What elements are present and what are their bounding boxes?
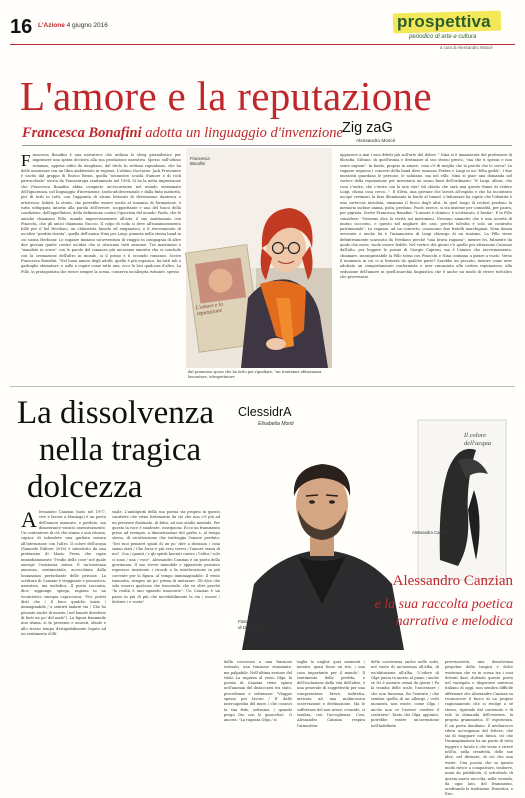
article2-headline xyxy=(17,395,214,506)
article2-body-col4 xyxy=(297,660,365,762)
article1-text-col1: rancesca Bonafini è una narratrice che utilizza lo sleeg giornalistico per imprimere una spinta decisiva alla sua produzione narrativa. Spesso sull'ultimo romanzo, appena edito da Avagliano, dal titolo In settima rapsodiano, che ha delle assonanze con un libro ambientato in regione, L'ultimo Nocturne: Jack Frusciante è uscito dal gruppo di Enrico Brizzi, quella "neonostro scuola d'amore e di rock parrocchiale" uscita da Transeuropa esattamente nel 1994. Si ha la netta impressione che Francesca Bonafini abbia compiuto un'escursione nel mondo sterminato dell'ignoranza, nel linguaggio d'invenzione, tardo-adolescenziale e dalla finta maturità, pur di tutti in tutti, con l'aggiunta di alcuni lettorati di derivazione dantesca e artistesca. Infatti, la storia, che potrebbe essere uscita al romanzo di formazione, è tutta sviluppata intorno alla parola dell'errore, scoppiettante e una del fuoco della condizione, dell'appellativo, della definizione contro l'ipocrisia del mondo. Paola, che le amiche chiamano Pillo, manda improvvisamente all'aria il suo matrimonio con Pinocchi, che gli amici chiamano Nuccio. Il colpo di coda si deve all'innamoramento folle per il bel Hevilano, un chitarrista biondo ed enigmatico, e il ritrovamento di un'altra "perdita dorata", quella dell'amica Nina per Luigi, pianista nella stessa band in cui suona Herbiour. Le ragazze iniziano un'avventura di viaggio in compagnia di altre due giovani quiete contro un'idea che si ritrovano tutti assieme. Tra matrimoni e "mandate in scuro" con le parole del romanzo più un'azione emotiva che si conclude con la cremazione dell'altro in mondo, si il primo e il secondo romanzo. Scrive Francesca Bonafini: "Nel buon amore degli adulti, quello è più organico, ha tutti tali o garbuglie sfumature, e sullo a cupire come tutte una, ecco le luci qualcosa d'altro. La Pillo, la protagonista che riesce sempre la scena, conserva un'allegria ruttante, spesso xyxy=(21,153,181,274)
book-title-on-cover: L'amore e la reputazione xyxy=(195,301,224,318)
photo-label: Francesca Bonafini xyxy=(190,156,210,166)
article1-body-col2 xyxy=(340,153,512,380)
subtitle-line-1: e la sua raccolta poetica xyxy=(374,597,513,612)
masthead xyxy=(38,22,108,29)
book-title-line-2: dell'acqua xyxy=(464,440,492,447)
column-title-zigzag: Zig zaG xyxy=(342,120,393,136)
column-author-clessidra: Elisabetta Monti xyxy=(258,421,294,427)
brand-credit: a cura di Alessandro Moscè xyxy=(440,45,493,50)
article1-rule xyxy=(22,145,512,146)
article1-author: Francesca Bonafini xyxy=(22,125,142,141)
poet-name-heading: Alessandro Canzian xyxy=(392,573,513,589)
book-cover xyxy=(412,420,506,580)
article1-photo xyxy=(186,148,332,368)
photo-credit-line-2: di Dino Ignani xyxy=(238,625,266,630)
article2-subtitle xyxy=(343,596,513,630)
photo-credit-line-1: Foto xyxy=(238,619,248,624)
article-separator xyxy=(10,386,515,387)
article1-headline: L'amore e la reputazione xyxy=(20,73,432,119)
headline-line-2: nella tragica xyxy=(39,432,202,468)
article1-body-col1 xyxy=(21,153,181,381)
portrait-woman-illustration xyxy=(186,148,332,368)
brand-tagline: periodico di arte e cultura xyxy=(409,34,477,40)
article1-caption: dal promesso sposo che ha fatto per ripudiare, "un trentenne abbastanza lavoratore, telespettatore xyxy=(188,370,322,380)
article2-body-col2 xyxy=(112,510,220,762)
article1-subtitle-rest: adotta un linguaggio d'invenzione xyxy=(145,125,343,141)
article2-body-col5 xyxy=(371,660,439,762)
page-number: 16 xyxy=(10,16,33,38)
headline-line-1: La dissolvenza xyxy=(17,395,215,431)
brand-name: prospettiva xyxy=(397,12,491,31)
headline-line-3: dolcezza xyxy=(27,469,143,505)
book-cover-title xyxy=(464,432,491,448)
article2-text-col6: provvisorietà, una dissolvenza perpetua della tragica e dolce esistenza che va in scena tra i suoi dolenti dazi, dolendo questo poeta nel variegato e dispersivo universo italiano di oggi, non sembra difficile affermare che Alessandro Canzian sa riconoscere il fuoco di un proprio ragionamento che si rivolge a sé stesso, riprende dal contenuto e di tale la domanda dell'esistere, la propria grammatica. E' esperienza. E un poeta dandiano. Il neobarocco rileva un'esigenza del lettore, che sia di viaggiare con fatica, ciò che l'immaginazione ha un punto di vista leggero e lucido e che viene a vivere nell'io, nella creatività, delle sue idee, nel divenire, di ciò che non esiste. Una poesia che in questo modo riesce a conquistare, tradurre, nomi da pubblicità, il sottotitolo di questa nuova raccolta, nella vicenda, da ogni lato, del frammento, ereditando la tradizione, Ermetica, e Eric. xyxy=(445,660,513,797)
article2-body-col1 xyxy=(21,507,106,762)
article1-text-col2: apparisce a mai i suoi difetti più sull'arte del dolore " Nina si è innamorata del professore di filosofia, Silvano, di quell'ironia e destinaire al suo stesso presto, "ma che ti spezza e non sente ragioni". In fondo, proprio in amore, cosa c'è di meglio che la parola che lo cerca? Le ragazze seguono i concerti della band dove suonano Forbes e Luigi in un "fella gaibù". I due musicisti guardano le persone, le salutano, ma nel villo. Nina si pone una domanda nel vortice della reputazione per inventarsi un senso fuori dell'ordinario: "E Luigi, allora, che cosa c'entra, che c'entra con la mia vita? Mi chiedo che sarà mai questo fiume di vedere Luigi, chissà cosa cerco...". E Silvia, una giovane che lavora all'ospizio e che ha incontrato un'ope cerimoni, la fuse illuminante in fondo al tunnel. L'informare ha capito che l'identità è una corteccia inviolata, emanano il fuoco dagli altri. In quel luogo di reclusi perdono la memoria incluse anima, pista, perdono. Fuori, invece, si sta insieme per comodità, per paura, per pigrizia. Scrive Francesca Bonafini: "L'amore è chimico, è scritturato, è bestia". E la Pillo considera: "Nessuno dice la verità sui matrimoni. Nessuno ammette che è una società di mutuo soccorso, e questo nel migliore dei casi, perché talvolta è solo un contratto patrimoniale". Le ragazze, ad un concerto, conoscono due fratelli marchigiani. Nina donna avvenute e anche lui è l'innamorato di Luigi chirurgo di un tunisino. La Pillo viene definitivamente scaricata da Hevilano perché "una brava ragazza", mentre lei, fulmente da quale che mese, vuole essere fedele. Nel vortice dei giorni c'è quello per attrazione Caronno dall'alto, per leggere le poesie di Giorgio Caproni, ma è l'amore che ravvicinamento, chiamare, inconquistabile la Pillo torna con Pinocchi e Nina continua a girare a vuoto. Verso il momento in cui ci si fermerà da qualche parte? Sarebbe un peccato, mentre come aver adottato un comportamento conformista e aver rinunciato alla cattiva reputazione, alla seduzione dell'amore in quell'anarchia linguistica che è anche un modo di vivere tutt'altro che provvisorio. xyxy=(340,153,512,279)
article2-drop-cap: A xyxy=(21,507,37,532)
article1-drop-cap: F xyxy=(21,151,31,170)
article2-text-col2: suale. L'ambiguità della sua poesia sta proprio in questo carattere che viene fortemente da ciò che non c'è più ad un presente destinato, di fatto, ad uno stadio mentale. Per questo la voce è suadente, ossequiosa. Ecco un frammento preso ad esempio, a dimostrazione del garbo e, al tempo stesso, di un'attenzione che tratteggia l'amore perduto: "Dei tuoi pensieri spinti di un po' dire a distanza / cosa siamo stati / Che forse è più vero vorrei / l'amore senza di noi". Con / quanti / e gli spiriti lasciati contro / l'altra / solo ci sono / una / voce". Alessandro Canzian è un poeta della giovinezza. Il suo vivere immobile e apparente pensiero esperisce insistente i ricordi o fa interlocuzione in più corrente per la figura, al tempo inimmaginabile. Il vento tramonta, sempre un po' prima di maturare. Gli dice che solo esserci qualcosa che trascende, che va oltre perché "la realtà è uno sguardo innocente". Un Canzian è un passo in più di più che inevitabilmente la via / essere / dolente / e vuota". xyxy=(112,510,220,605)
photo-credit xyxy=(238,619,266,631)
article2-body-col6 xyxy=(445,660,513,797)
article2-text-col1: lessandro Canzian (nato nel 1977, vive e lavora a Maniago) è un poeta dell'amore mancato, e perduto, ma dimostrante vissuto ossessivamente. Un contenitore di ciò che stuma e non ritorna, capace di infondere una garbata misura all'interazione con l'altro. Il colore dell'acqua (Samuele Editore 2016) è introdotto da una prefazione di Mario Fresa che capta immediatamente "l'esilio delle cose" nel quale emerge l'esistenza intera. E un'esistenza amorosa, sentimentale, accecchiata dalla lontananza perturbante delle persone. La scrittura di Canzian è viaggiante e prosastica, narrativa, ma melodica. Il poeta racconta, dice, aggiunge, spiega, ragiona in un tecnicistico sinequa capricciosa: "Poi, potrei dirti che / il buco qualche inizio / immaginabile / a sentirti andare via / Che ho pensato anche di morire / nel banale desiderio di farti un po' del male"). La figura femminile non sfuma, si fa presente e assenti, ideale e allo stesso tempo d'istiguibilmente legate ad un sentimento d'illi- xyxy=(21,510,106,636)
article2-text-col4: taglia le unghie quei momenti / mentre, quasi fosse un rito, / una cosa importante per il mondo". Il sentimento della perdita, e dell'esclusione dalla vita dell'altro, è una generale di soggettività per una comprensione breve, indiretta, arrivata ad una malinconica osservazione e destinazione. Ma le sofferenze del non avere, coincide, ci sembra, con l'accoglienza. Così, Alessandro Canzian respira l'atmosfera xyxy=(297,660,365,728)
article1-subtitle xyxy=(22,125,343,142)
column-title-clessidra: ClessidrA xyxy=(238,405,292,419)
column-author-zigzag: Alessandro Moscè xyxy=(356,139,396,144)
section-brand xyxy=(393,12,501,38)
subtitle-line-2: narrativa e melodica xyxy=(395,614,513,629)
book-title-line-1: Il colore xyxy=(464,432,486,439)
masthead-date: 4 giugno 2016 xyxy=(66,22,108,29)
article2-body-col3 xyxy=(224,660,292,762)
book-cover-author: Alessandro Canzian xyxy=(412,530,450,535)
masthead-name: L'Azione xyxy=(38,22,65,29)
article2-text-col5: della convivenza anche nelle notti, nel vuoto di un'assenza all'alba, di un'abitazione all'alba. "L'odore di Olga passa in mezzo al piano / anche se lei è assente ormai da giorni / Fa la tromba delle scale, l'ascensore / che non funziona, fin l'entrata / che sembra quella di un albergo / certi momenti, non esiste, come Olga / anche non ce l'avesse credere il contrario". Tanto che Olga, appunto, potrebbe essere un'invenzione nell'indefinita xyxy=(371,660,439,728)
article2-text-col3: della coscienza a una funzione testuale, una funzione straniante, ma palpabile. Nell'ultima sezione del titolo La ragazza al verso Olga, la poesia di Canzian viene spinta nell'anomia del distaccarsi tra stato, precedenze e settimane: "Viaggio spesso per lavoro / E' dalle intercapedini del muro / che conosci la sua fede, sottrame, / quando prega Dio con le ginocchia". O ancora: "La ragazza Olga / si xyxy=(224,660,292,723)
book-cover-art xyxy=(418,420,506,580)
